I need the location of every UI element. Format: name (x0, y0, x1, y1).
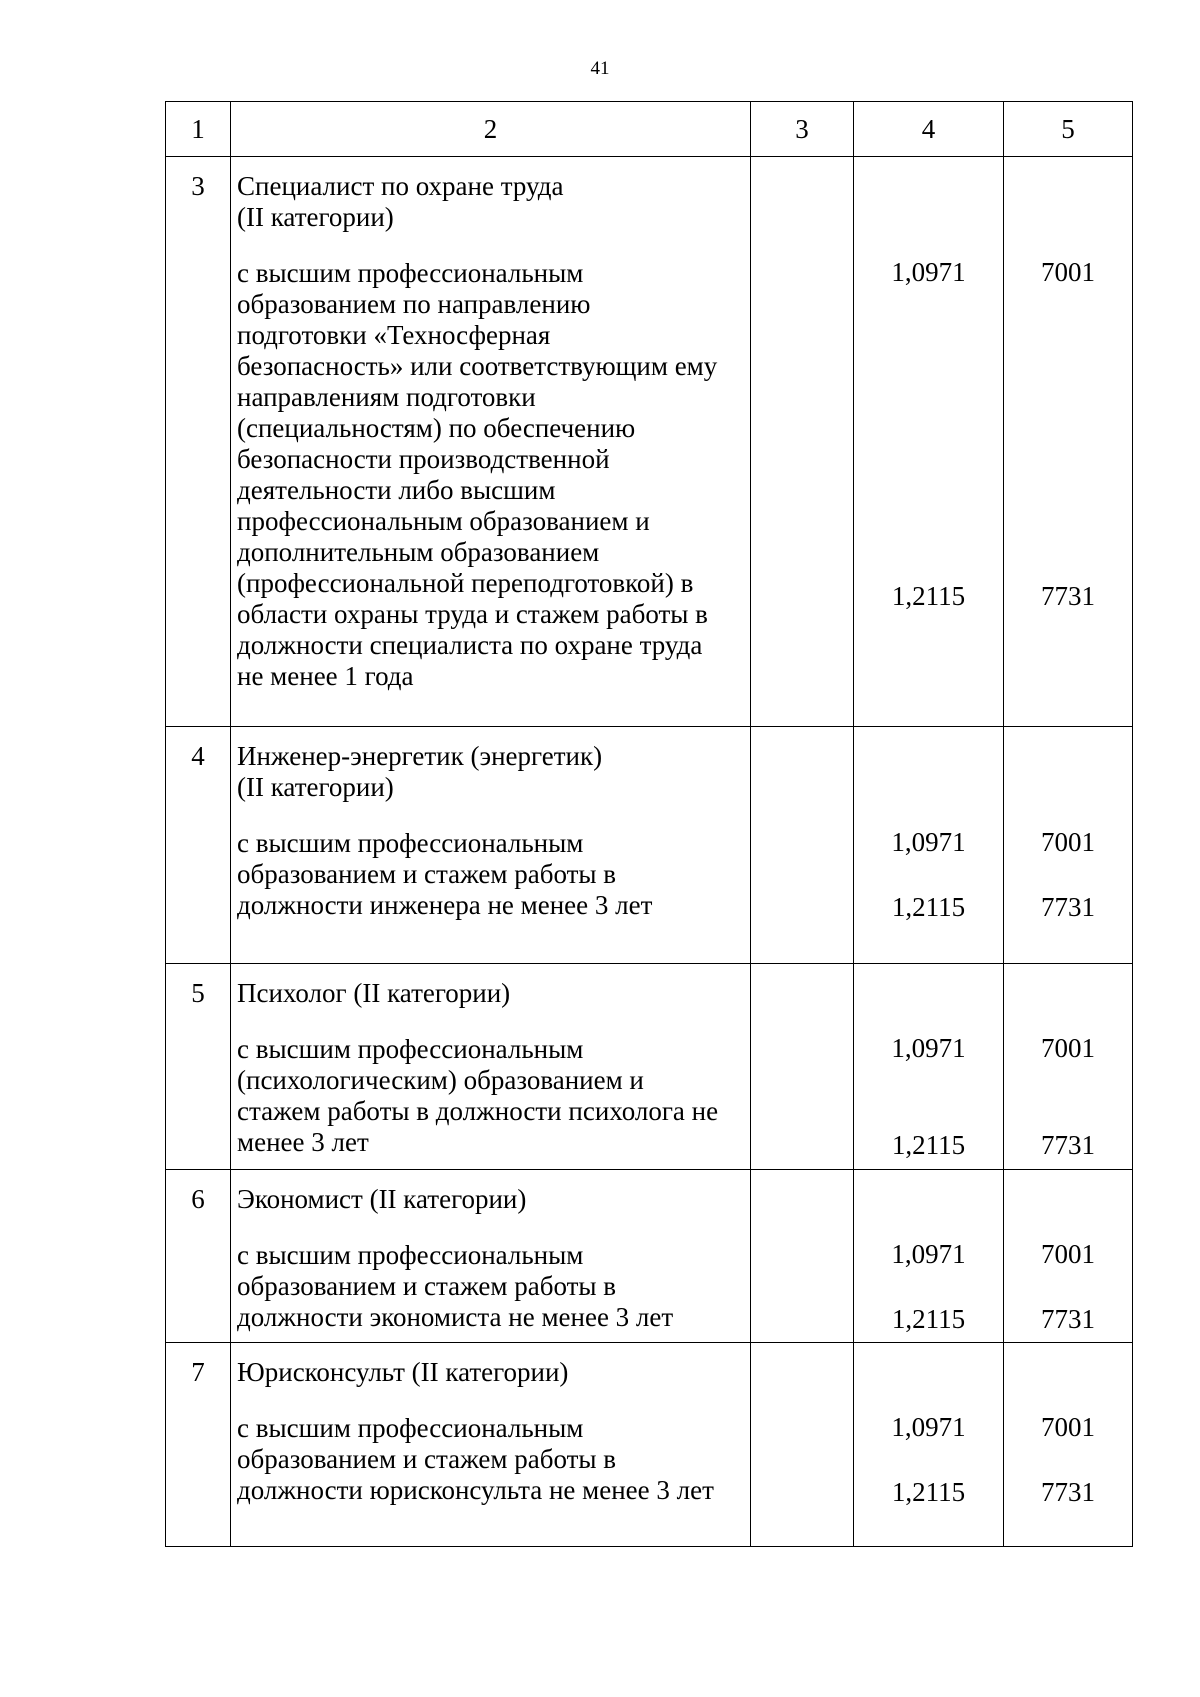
amount-value: 7731 (1041, 581, 1095, 611)
amount-value: 7001 (1041, 1412, 1095, 1442)
req-line: области охраны труда и стажем работы в (237, 599, 708, 629)
req-line: образованием и стажем работы в (237, 859, 617, 889)
coefficient-value: 1,0971 (891, 257, 966, 287)
req-line: безопасность» или соответствующим ему (237, 351, 718, 381)
position-requirements (237, 828, 744, 921)
amount-value: 7731 (1041, 1304, 1095, 1334)
coefficient-value: 1,0971 (891, 1239, 966, 1269)
table-row (166, 964, 1133, 1170)
req-line: образованием по направлению (237, 289, 591, 319)
position-requirements (237, 1034, 744, 1158)
amount-value: 7731 (1041, 1130, 1095, 1160)
coefficient-cell (854, 964, 1004, 1170)
header-cell: 5 (1004, 102, 1133, 157)
page-number: 41 (590, 58, 610, 79)
title-line: Специалист по охране труда (237, 171, 564, 201)
req-line: (специальностям) по обеспечению (237, 413, 636, 443)
amount-cell (1004, 157, 1133, 727)
position-requirements (237, 258, 744, 692)
amount-cell (1004, 727, 1133, 964)
title-line: (II категории) (237, 772, 394, 802)
req-line: образованием и стажем работы в (237, 1444, 617, 1474)
amount-cell (1004, 1170, 1133, 1343)
amount-value: 7001 (1041, 1239, 1095, 1269)
amount-value: 7001 (1041, 257, 1095, 287)
coefficient-value: 1,2115 (891, 892, 966, 922)
position-title (237, 741, 744, 803)
req-line: (профессиональной переподготовкой) в (237, 568, 694, 598)
req-line: дополнительным образованием (237, 537, 600, 567)
row-number: 6 (166, 1170, 231, 1343)
title-line: (II категории) (237, 202, 394, 232)
position-requirements (237, 1413, 744, 1506)
col3-cell (751, 1343, 854, 1547)
req-line: не менее 1 года (237, 661, 414, 691)
req-line: направлениям подготовки (237, 382, 536, 412)
position-title (237, 1357, 744, 1388)
row-description (231, 157, 751, 727)
title-line: Юрисконсульт (II категории) (237, 1357, 569, 1387)
amount-cell (1004, 964, 1133, 1170)
req-line: образованием и стажем работы в (237, 1271, 617, 1301)
req-line: с высшим профессиональным (237, 1240, 584, 1270)
coefficient-value: 1,0971 (891, 827, 966, 857)
req-line: с высшим профессиональным (237, 1034, 584, 1064)
row-number: 7 (166, 1343, 231, 1547)
row-number: 3 (166, 157, 231, 727)
title-line: Экономист (II категории) (237, 1184, 527, 1214)
amount-cell (1004, 1343, 1133, 1547)
positions-table (165, 101, 1133, 1547)
req-line: должности юрисконсульта не менее 3 лет (237, 1475, 714, 1505)
title-line: Психолог (II категории) (237, 978, 511, 1008)
req-line: должности инженера не менее 3 лет (237, 890, 653, 920)
req-line: стажем работы в должности психолога не (237, 1096, 719, 1126)
header-cell: 2 (231, 102, 751, 157)
req-line: менее 3 лет (237, 1127, 369, 1157)
coefficient-cell (854, 1170, 1004, 1343)
amount-value: 7001 (1041, 827, 1095, 857)
req-line: должности экономиста не менее 3 лет (237, 1302, 674, 1332)
coefficient-value: 1,2115 (891, 1477, 966, 1507)
amount-value: 7731 (1041, 892, 1095, 922)
coefficient-cell (854, 1343, 1004, 1547)
coefficient-value: 1,2115 (891, 581, 966, 611)
row-number: 4 (166, 727, 231, 964)
amount-value: 7001 (1041, 1033, 1095, 1063)
position-title (237, 1184, 744, 1215)
table-row (166, 727, 1133, 964)
position-requirements (237, 1240, 744, 1333)
row-description (231, 964, 751, 1170)
col3-cell (751, 964, 854, 1170)
coefficient-value: 1,2115 (891, 1304, 966, 1334)
table-row (166, 1343, 1133, 1547)
header-cell: 3 (751, 102, 854, 157)
col3-cell (751, 157, 854, 727)
header-cell: 1 (166, 102, 231, 157)
position-title (237, 171, 744, 233)
req-line: профессиональным образованием и (237, 506, 650, 536)
table-header-row (166, 102, 1133, 157)
header-cell: 4 (854, 102, 1004, 157)
coefficient-value: 1,2115 (891, 1130, 966, 1160)
row-description (231, 727, 751, 964)
col3-cell (751, 1170, 854, 1343)
req-line: с высшим профессиональным (237, 1413, 584, 1443)
req-line: (психологическим) образованием и (237, 1065, 644, 1095)
coefficient-value: 1,0971 (891, 1412, 966, 1442)
coefficient-value: 1,0971 (891, 1033, 966, 1063)
row-number: 5 (166, 964, 231, 1170)
row-description (231, 1343, 751, 1547)
req-line: с высшим профессиональным (237, 258, 584, 288)
coefficient-cell (854, 727, 1004, 964)
req-line: должности специалиста по охране труда (237, 630, 703, 660)
req-line: деятельности либо высшим (237, 475, 556, 505)
amount-value: 7731 (1041, 1477, 1095, 1507)
position-title (237, 978, 744, 1009)
req-line: с высшим профессиональным (237, 828, 584, 858)
coefficient-cell (854, 157, 1004, 727)
table-row (166, 1170, 1133, 1343)
col3-cell (751, 727, 854, 964)
req-line: безопасности производственной (237, 444, 610, 474)
row-description (231, 1170, 751, 1343)
req-line: подготовки «Техносферная (237, 320, 551, 350)
title-line: Инженер-энергетик (энергетик) (237, 741, 603, 771)
table-row (166, 157, 1133, 727)
